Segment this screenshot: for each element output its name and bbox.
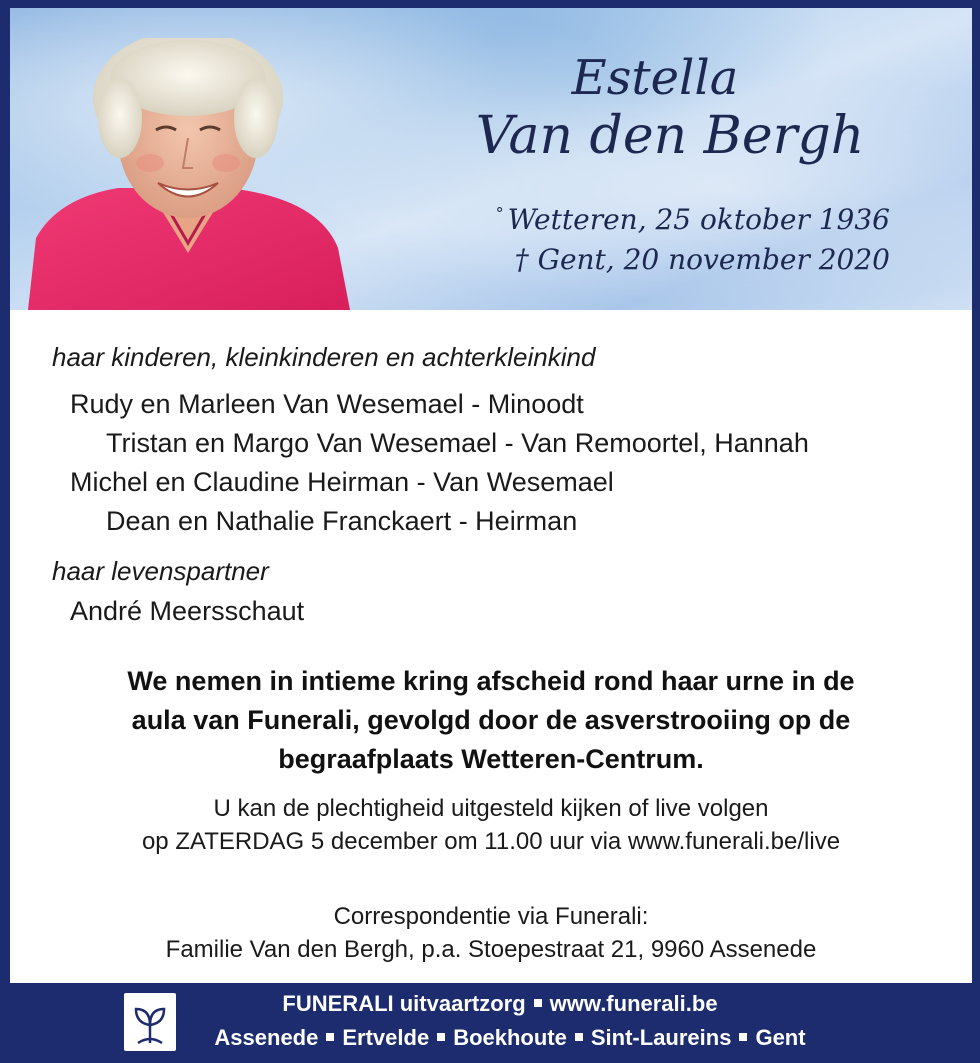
birth-date: Wetteren, 25 oktober 1936 <box>507 203 890 236</box>
location: Ertvelde <box>342 1025 430 1050</box>
footer-brand-line <box>200 989 800 1019</box>
footer-bar <box>0 983 980 1063</box>
correspondence-address: Familie Van den Bergh, p.a. Stoepestraat 21, 9960 Assenede <box>165 936 817 963</box>
location: Assenede <box>214 1025 319 1050</box>
first-name: Estella <box>571 50 739 106</box>
last-name: Van den Bergh <box>475 106 865 166</box>
livestream-message <box>10 792 972 858</box>
livestream-line: U kan de plechtigheid uitgesteld kijken of live volgen <box>213 795 769 822</box>
livestream-line: op ZATERDAG 5 december om 11.00 uur via www.funerali.be/live <box>141 828 841 855</box>
children-heading: haar kinderen, kleinkinderen en achterkleinkind <box>52 342 596 372</box>
correspondence-block <box>10 900 972 966</box>
correspondence-heading: Correspondentie via Funerali: <box>333 903 649 930</box>
ceremony-message <box>10 662 972 779</box>
dates-block <box>410 194 890 280</box>
footer-brand: FUNERALI uitvaartzorg <box>282 991 526 1016</box>
family-member: Dean en Nathalie Franckaert - Heirman <box>106 506 578 536</box>
footer-website[interactable]: www.funerali.be <box>549 991 718 1016</box>
separator-icon <box>437 1033 445 1041</box>
ceremony-line: We nemen in intieme kring afscheid rond haar urne in de <box>127 666 855 696</box>
partner-heading: haar levenspartner <box>52 556 269 586</box>
header-banner <box>10 8 972 310</box>
portrait-photo <box>28 38 350 310</box>
ceremony-line: aula van Funerali, gevolgd door de asverstrooiing op de <box>131 705 851 735</box>
obituary-card <box>10 8 972 983</box>
separator-icon <box>575 1033 583 1041</box>
birth-symbol: ° <box>495 204 504 223</box>
name-block <box>390 48 950 168</box>
family-member: Rudy en Marleen Van Wesemael - Minoodt <box>70 389 584 419</box>
separator-icon <box>534 999 542 1007</box>
family-member: Tristan en Margo Van Wesemael - Van Remoortel, Hannah <box>106 428 809 458</box>
separator-icon <box>739 1033 747 1041</box>
location: Sint-Laureins <box>590 1025 732 1050</box>
separator-icon <box>326 1033 334 1041</box>
partner-name: André Meersschaut <box>70 596 305 626</box>
family-member: Michel en Claudine Heirman - Van Wesemael <box>70 467 614 497</box>
birth-line <box>410 194 890 240</box>
death-date: † Gent, 20 november 2020 <box>514 243 890 276</box>
location: Gent <box>755 1025 806 1050</box>
location: Boekhoute <box>453 1025 567 1050</box>
funerali-logo-icon <box>124 993 176 1051</box>
ceremony-line: begraafplaats Wetteren-Centrum. <box>278 744 704 774</box>
footer-locations <box>200 1023 820 1053</box>
